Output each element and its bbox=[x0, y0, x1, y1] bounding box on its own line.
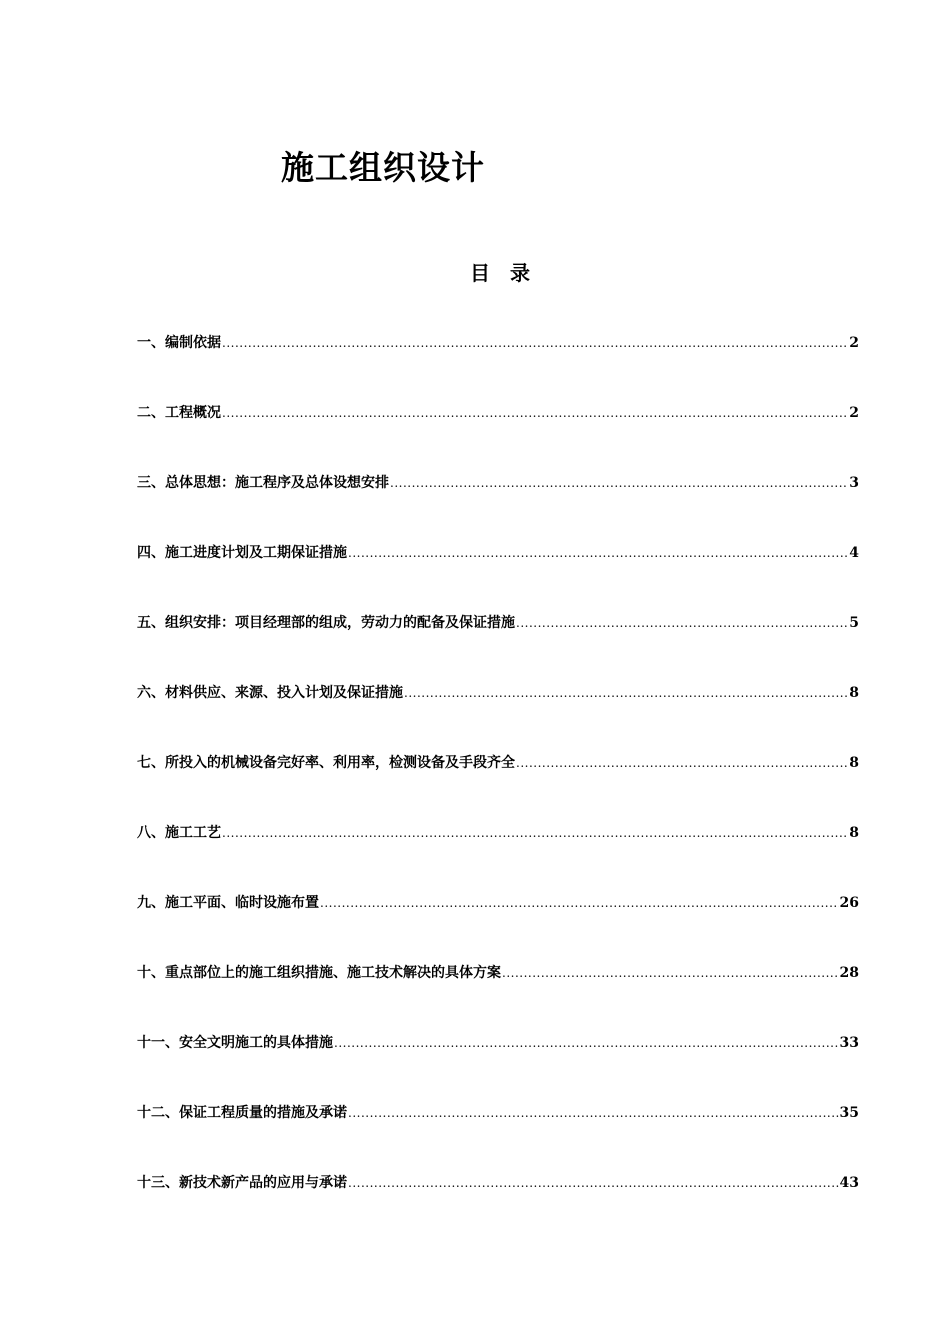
toc-entry-label: 九、施工平面、临时设施布置 bbox=[137, 895, 319, 911]
toc-entry-label: 一、编制依据 bbox=[137, 335, 221, 351]
toc-entry-page: 26 bbox=[839, 895, 859, 911]
toc-dot-leader bbox=[404, 679, 848, 707]
toc-dot-leader bbox=[348, 1099, 839, 1127]
toc-entry-10[interactable] bbox=[137, 959, 859, 1029]
toc-entry-label: 六、材料供应、来源、投入计划及保证措施 bbox=[137, 685, 403, 701]
toc-entry-label: 四、施工进度计划及工期保证措施 bbox=[137, 545, 347, 561]
toc-entry-page: 28 bbox=[839, 965, 859, 981]
toc-entry-page: 43 bbox=[839, 1175, 859, 1191]
toc-entry-9[interactable] bbox=[137, 889, 859, 959]
toc-dot-leader bbox=[348, 539, 848, 567]
toc-dot-leader bbox=[320, 889, 839, 917]
toc-dot-leader bbox=[348, 1169, 839, 1197]
toc-entry-6[interactable] bbox=[137, 679, 859, 749]
toc-dot-leader bbox=[222, 329, 848, 357]
toc-dot-leader bbox=[516, 749, 848, 777]
toc-entry-page: 2 bbox=[849, 335, 859, 351]
toc-entry-11[interactable] bbox=[137, 1029, 859, 1099]
toc-entry-page: 8 bbox=[849, 685, 859, 701]
toc-dot-leader bbox=[516, 609, 848, 637]
toc-dot-leader bbox=[502, 959, 839, 987]
toc-entry-12[interactable] bbox=[137, 1099, 859, 1169]
toc-entry-label: 十一、安全文明施工的具体措施 bbox=[137, 1035, 333, 1051]
toc-entry-page: 5 bbox=[849, 615, 859, 631]
toc-entry-5[interactable] bbox=[137, 609, 859, 679]
toc-entry-label: 七、所投入的机械设备完好率、利用率，检测设备及手段齐全 bbox=[137, 755, 515, 771]
toc-heading bbox=[0, 258, 950, 288]
toc-dot-leader bbox=[334, 1029, 839, 1057]
toc-entry-label: 三、总体思想：施工程序及总体设想安排 bbox=[137, 475, 389, 491]
toc-heading-right: 录 bbox=[510, 261, 530, 285]
toc-entry-7[interactable] bbox=[137, 749, 859, 819]
document-title: 施工组织设计 bbox=[281, 148, 485, 187]
toc-entry-page: 8 bbox=[849, 825, 859, 841]
toc-entry-page: 3 bbox=[849, 475, 859, 491]
toc-entry-label: 二、工程概况 bbox=[137, 405, 221, 421]
toc-entry-2[interactable] bbox=[137, 399, 859, 469]
toc-entry-label: 五、组织安排：项目经理部的组成，劳动力的配备及保证措施 bbox=[137, 615, 515, 631]
toc-entry-3[interactable] bbox=[137, 469, 859, 539]
toc-entry-label: 十二、保证工程质量的措施及承诺 bbox=[137, 1105, 347, 1121]
toc-entry-4[interactable] bbox=[137, 539, 859, 609]
toc-entry-page: 4 bbox=[849, 545, 859, 561]
toc-entry-page: 2 bbox=[849, 405, 859, 421]
toc-entry-8[interactable] bbox=[137, 819, 859, 889]
toc-entry-page: 33 bbox=[839, 1035, 859, 1051]
toc-heading-left: 目 bbox=[470, 261, 490, 285]
toc-entry-page: 8 bbox=[849, 755, 859, 771]
table-of-contents bbox=[137, 329, 859, 1239]
toc-entry-page: 35 bbox=[839, 1105, 859, 1121]
toc-entry-label: 十、重点部位上的施工组织措施、施工技术解决的具体方案 bbox=[137, 965, 501, 981]
toc-entry-1[interactable] bbox=[137, 329, 859, 399]
toc-entry-label: 八、施工工艺 bbox=[137, 825, 221, 841]
toc-dot-leader bbox=[222, 819, 848, 847]
toc-entry-13[interactable] bbox=[137, 1169, 859, 1239]
toc-dot-leader bbox=[390, 469, 848, 497]
toc-dot-leader bbox=[222, 399, 848, 427]
toc-entry-label: 十三、新技术新产品的应用与承诺 bbox=[137, 1175, 347, 1191]
